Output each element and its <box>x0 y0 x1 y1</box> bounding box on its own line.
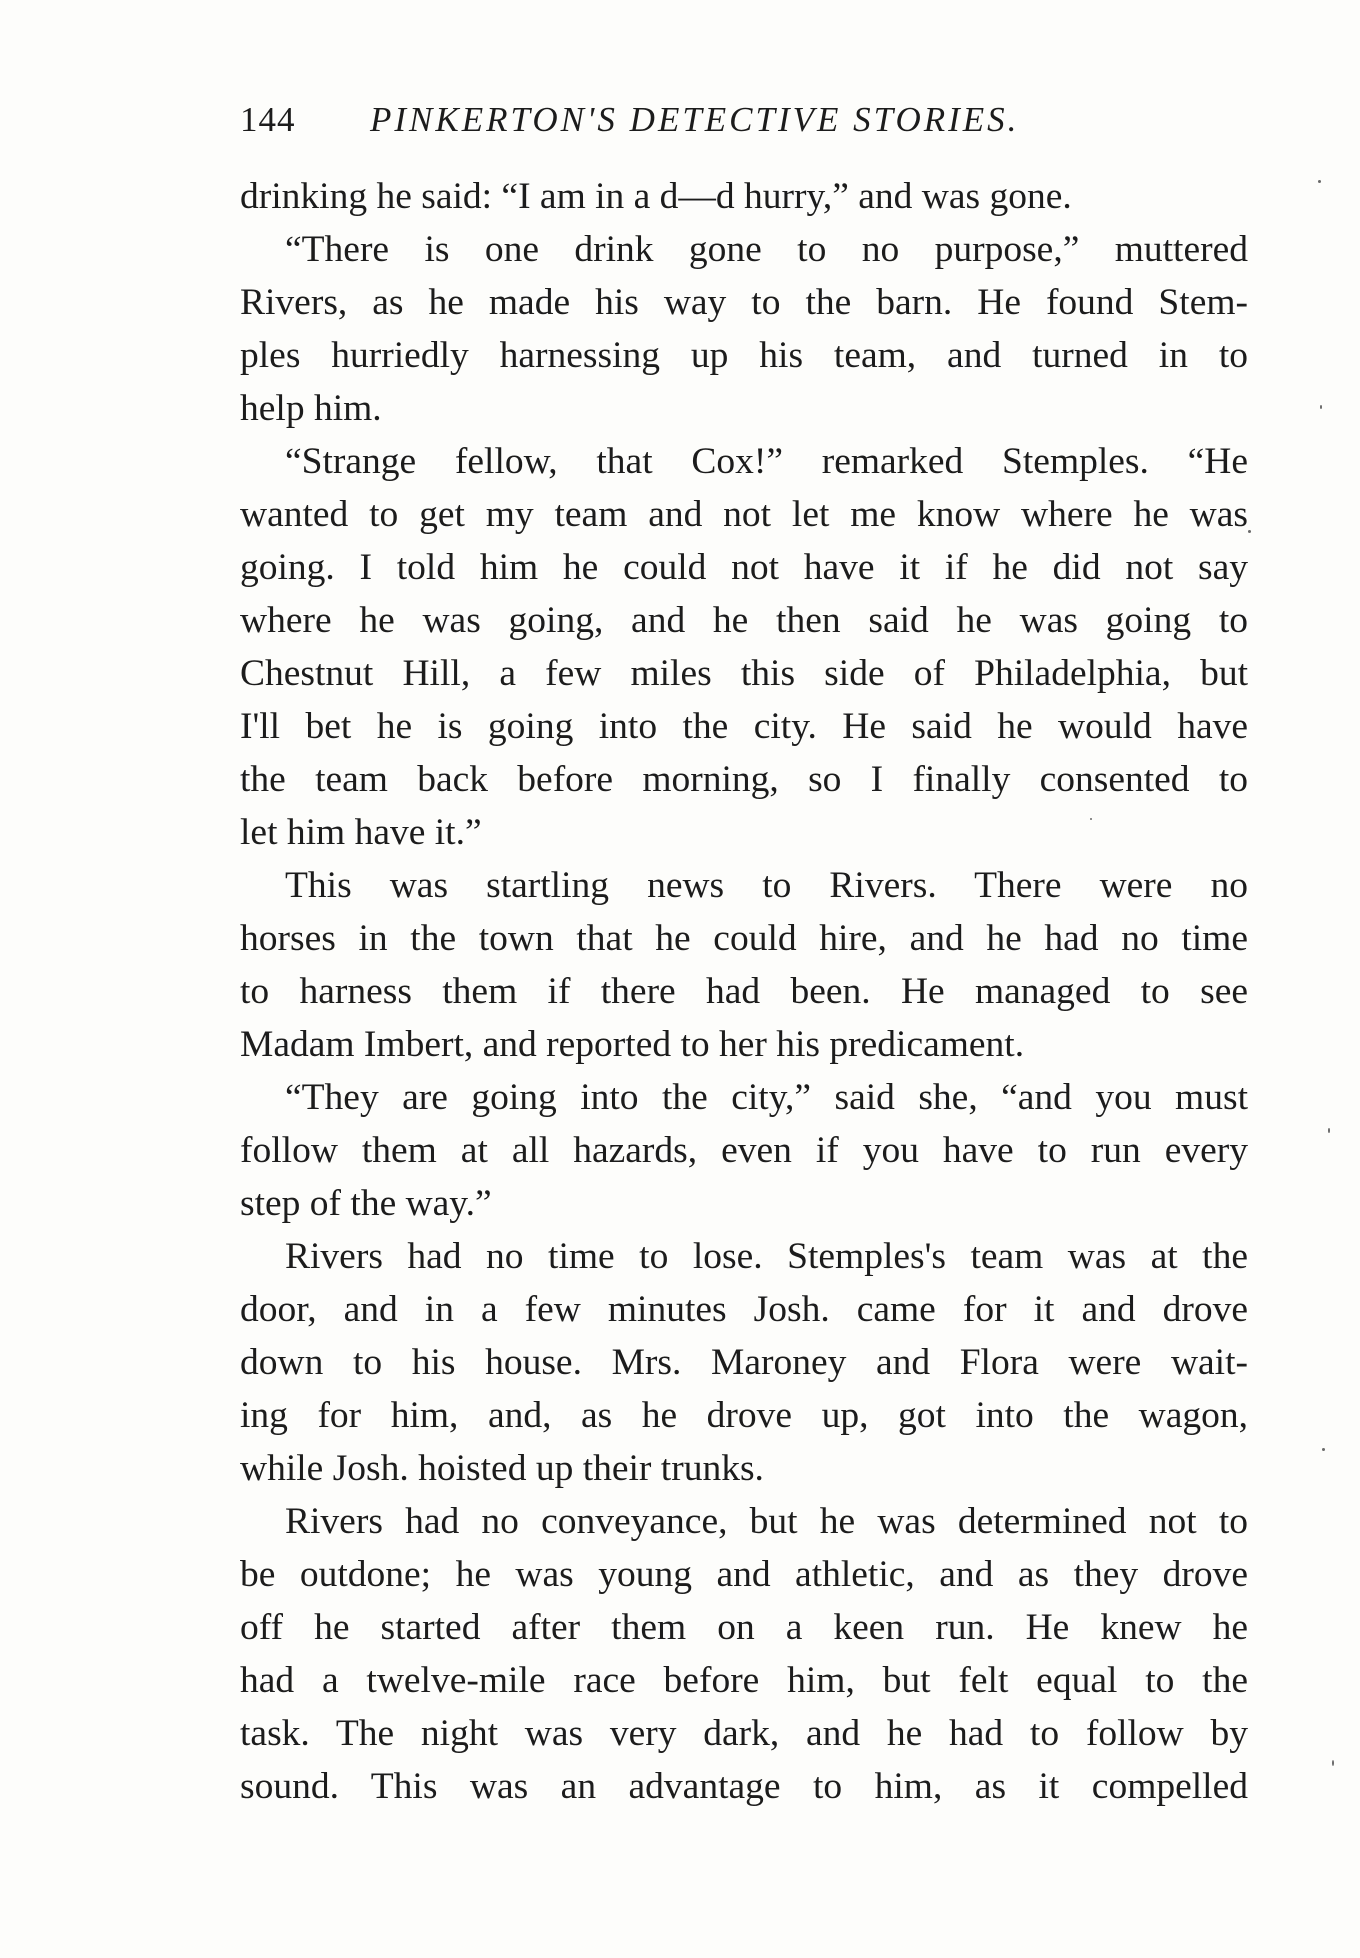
text-line: “There is one drink gone to no purpose,” muttered <box>285 229 1248 270</box>
text-line: Chestnut Hill, a few miles this side of Philadelphia, but <box>240 653 1248 694</box>
text-line: be outdone; he was young and athletic, and as they drove <box>240 1554 1248 1595</box>
scan-speck <box>1248 530 1251 533</box>
text-line: drinking he said: “I am in a d—d hurry,” and was gone. <box>240 176 1072 217</box>
text-line: ing for him, and, as he drove up, got into the wagon, <box>240 1395 1248 1436</box>
text-line: help him. <box>240 388 382 429</box>
text-line: while Josh. hoisted up their trunks. <box>240 1448 764 1489</box>
text-line: This was startling news to Rivers. There were no <box>285 865 1248 906</box>
text-line: door, and in a few minutes Josh. came for it and drove <box>240 1289 1248 1330</box>
scan-speck <box>1320 405 1322 409</box>
text-line: wanted to get my team and not let me know where he was <box>240 494 1248 535</box>
text-line: to harness them if there had been. He managed to see <box>240 971 1248 1012</box>
text-line: going. I told him he could not have it if he did not say <box>240 547 1248 588</box>
text-line: horses in the town that he could hire, and he had no time <box>240 918 1248 959</box>
text-line: Rivers had no time to lose. Stemples's team was at the <box>285 1236 1248 1277</box>
text-line: I'll bet he is going into the city. He said he would have <box>240 706 1248 747</box>
text-line: had a twelve-mile race before him, but felt equal to the <box>240 1660 1248 1701</box>
text-line: “Strange fellow, that Cox!” remarked Stemples. “He <box>285 441 1248 482</box>
text-line: off he started after them on a keen run. He knew he <box>240 1607 1248 1648</box>
scan-speck <box>1318 180 1321 183</box>
text-line: let him have it.” <box>240 812 482 853</box>
text-line: Rivers had no conveyance, but he was determined not to <box>285 1501 1248 1542</box>
page-number: 144 <box>240 100 296 139</box>
text-line: ples hurriedly harnessing up his team, and turned in to <box>240 335 1248 376</box>
text-line: where he was going, and he then said he was going to <box>240 600 1248 641</box>
text-line: Madam Imbert, and reported to her his predicament. <box>240 1024 1025 1065</box>
running-title: PINKERTON'S DETECTIVE STORIES. <box>370 100 1020 139</box>
text-line: step of the way.” <box>240 1183 492 1224</box>
text-line: sound. This was an advantage to him, as it compelled <box>240 1766 1248 1807</box>
text-line: the team back before morning, so I finally consented to <box>240 759 1248 800</box>
text-line: Rivers, as he made his way to the barn. He found Stem- <box>240 282 1248 323</box>
text-line: “They are going into the city,” said she, “and you must <box>285 1077 1248 1118</box>
scan-speck <box>1090 818 1092 820</box>
text-line: down to his house. Mrs. Maroney and Flora were wait- <box>240 1342 1248 1383</box>
page-header <box>240 96 1120 144</box>
scan-speck <box>1332 1760 1334 1766</box>
body-text <box>240 170 1248 1813</box>
scan-speck <box>1322 1448 1325 1451</box>
text-line: follow them at all hazards, even if you have to run every <box>240 1130 1248 1171</box>
scan-speck <box>1328 1128 1330 1133</box>
text-line: task. The night was very dark, and he had to follow by <box>240 1713 1248 1754</box>
